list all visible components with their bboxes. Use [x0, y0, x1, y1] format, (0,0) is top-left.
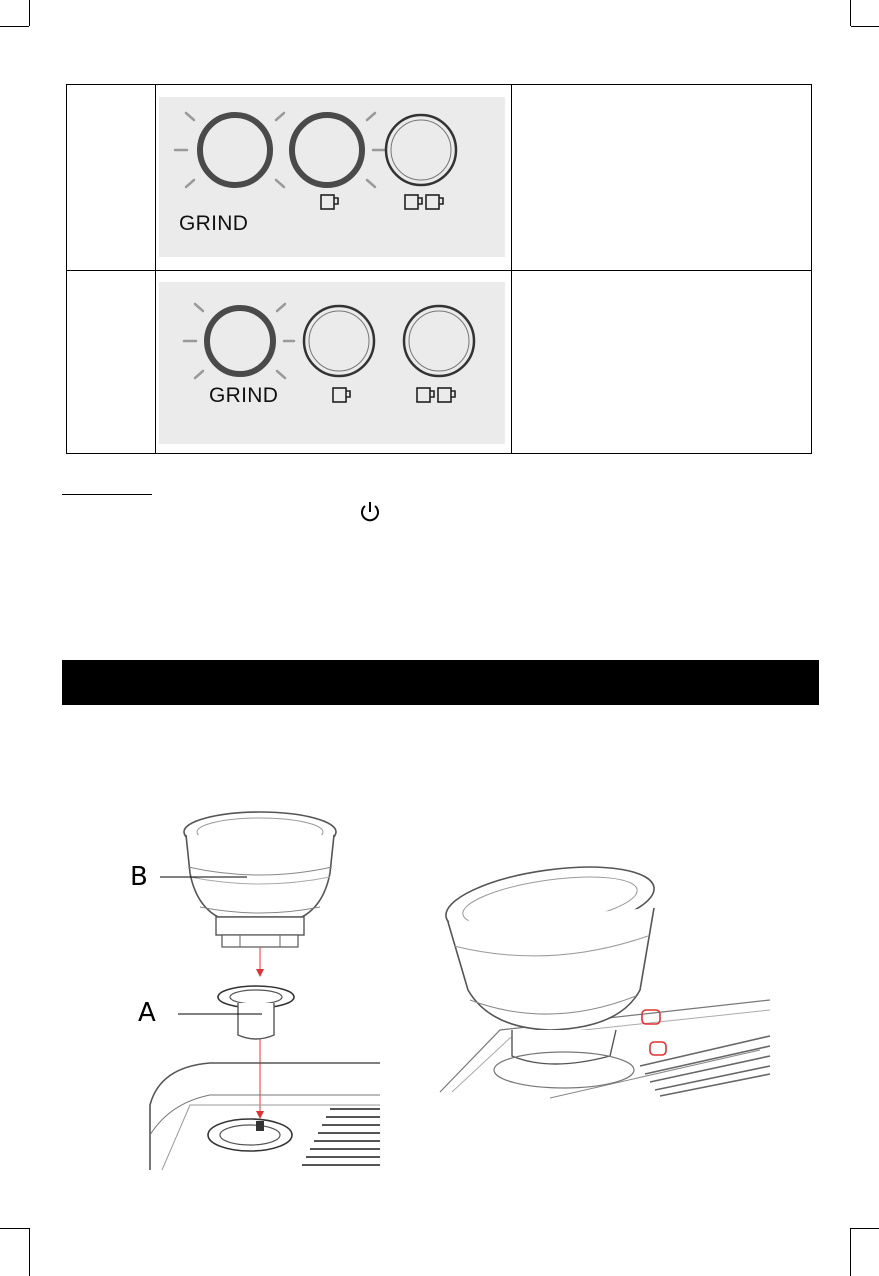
grind-label: GRIND [179, 212, 249, 235]
table-col-divider-1 [155, 85, 156, 453]
indicator-table [66, 84, 812, 454]
single-cup-icon [333, 388, 350, 402]
label-a-leader [178, 1012, 264, 1016]
crop-mark-top-right-v [850, 0, 851, 26]
crop-mark-top-left-v [29, 0, 30, 26]
double-cup-icon [417, 388, 455, 402]
double-cup-icon [405, 195, 443, 209]
lights-row-2 [159, 282, 505, 444]
crop-mark-top-left-h [0, 26, 29, 27]
grind-light-on [200, 115, 270, 185]
label-a: A [138, 998, 156, 1028]
crop-mark-bottom-right-h [851, 1228, 879, 1229]
crop-mark-bottom-left-h [0, 1228, 29, 1229]
single-cup-light-off [304, 306, 374, 376]
crop-mark-top-right-h [851, 26, 879, 27]
hopper-installed-figure [440, 860, 775, 1100]
crop-mark-bottom-left-v [29, 1228, 30, 1276]
label-b: B [130, 862, 148, 892]
power-icon [358, 500, 382, 524]
double-cup-light-off [386, 115, 456, 185]
grind-label: GRIND [209, 384, 279, 407]
section-banner [62, 660, 819, 705]
table-row-divider [67, 270, 811, 271]
table-col-divider-2 [511, 85, 512, 453]
double-cup-light-off [404, 306, 474, 376]
label-b-leader [160, 875, 250, 879]
heading-underline [62, 494, 152, 495]
indicator-panel-row-2 [159, 282, 505, 444]
grind-light-on [207, 308, 273, 374]
single-cup-icon [321, 195, 338, 209]
single-cup-light-on [292, 115, 362, 185]
crop-mark-bottom-right-v [850, 1228, 851, 1276]
hopper-assembly-figure [130, 805, 390, 1175]
indicator-panel-row-1 [159, 97, 505, 257]
